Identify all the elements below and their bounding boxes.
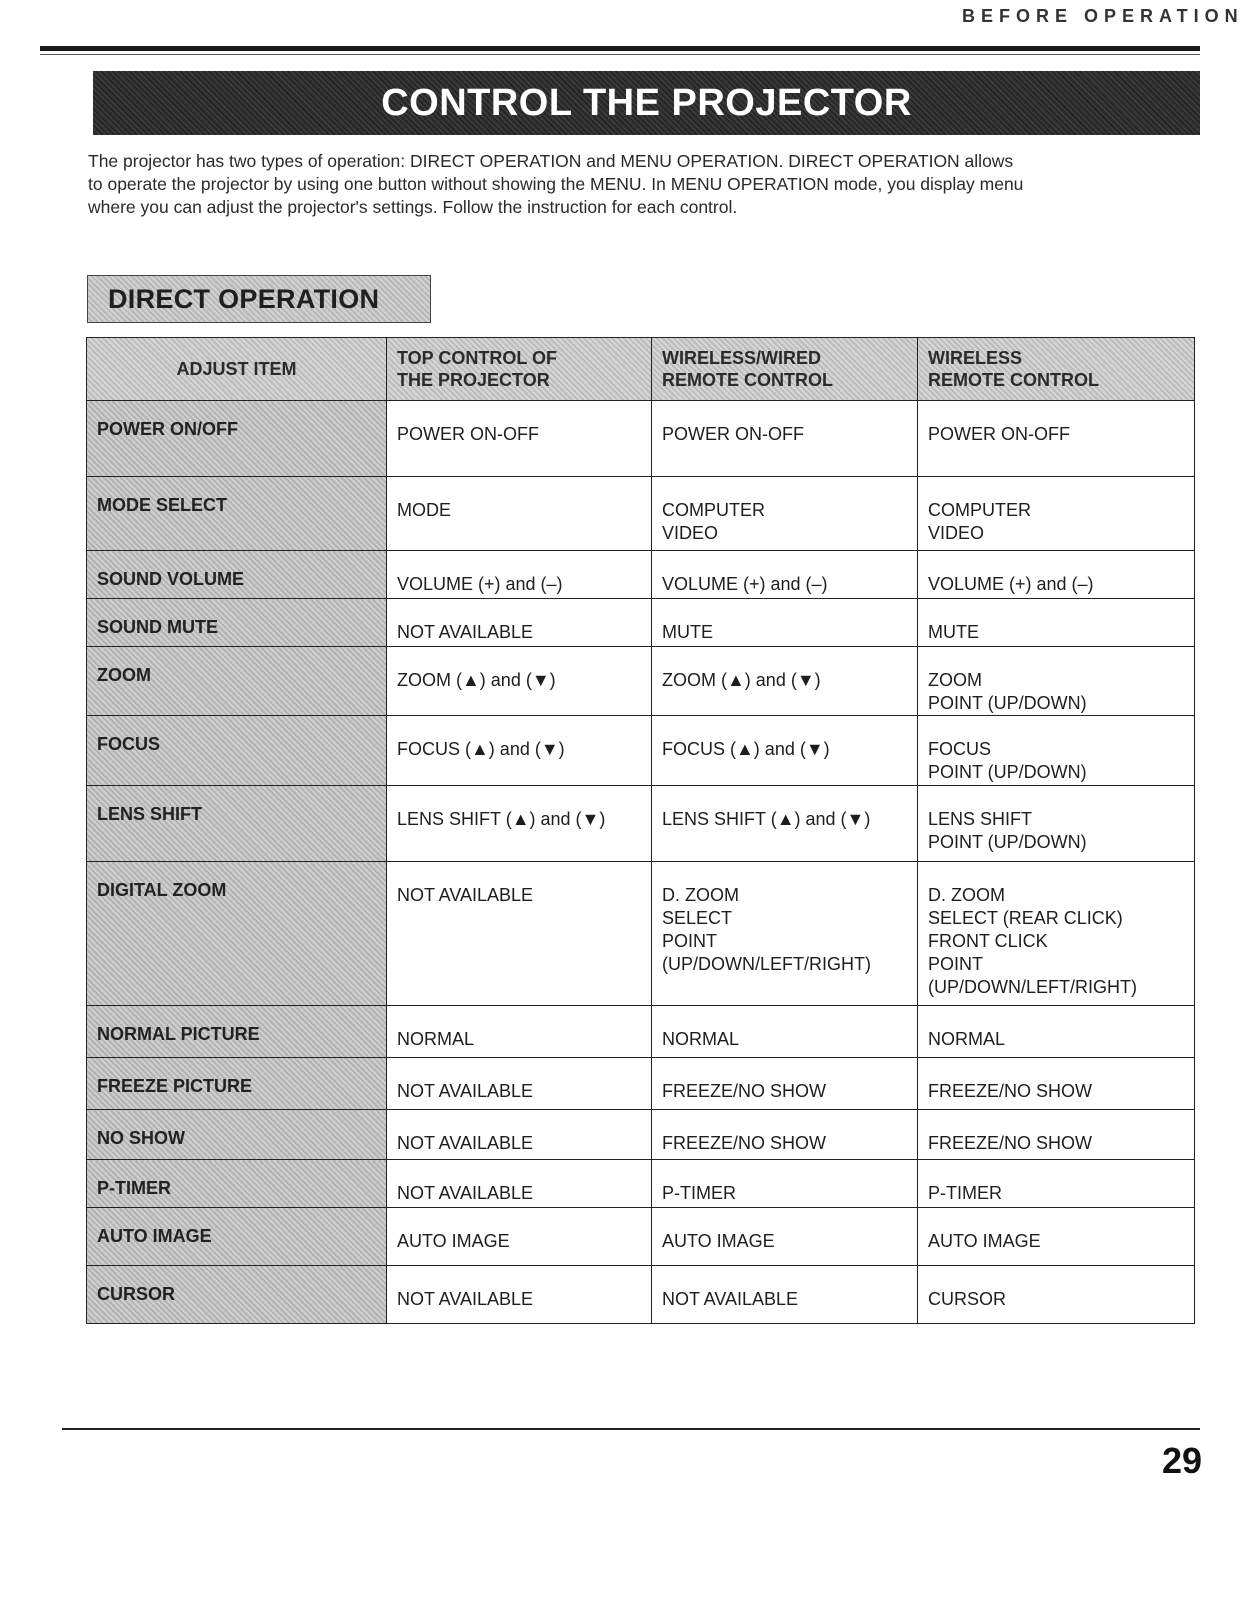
cell-line: ZOOM (▲) and (▼) [662, 670, 821, 690]
wired-remote-cell [652, 786, 918, 862]
cell-line: NORMAL [928, 1029, 1006, 1049]
cell-line: VIDEO [928, 523, 985, 543]
wireless-remote-cell [918, 477, 1195, 551]
top-rule [40, 46, 1200, 51]
wired-remote-cell [652, 862, 918, 1006]
cell-line: ZOOM (▲) and (▼) [397, 670, 556, 690]
adjust-item-cell: NORMAL PICTURE [87, 1006, 387, 1058]
table-row [87, 477, 1195, 551]
wired-remote-cell [652, 1110, 918, 1160]
cell-line: NOT AVAILABLE [662, 1289, 799, 1309]
cell-line: POWER ON-OFF [662, 424, 804, 444]
top-control-cell [387, 1208, 652, 1266]
table-row [87, 1266, 1195, 1324]
cell-line: D. ZOOM [928, 885, 1005, 905]
wireless-remote-cell [918, 551, 1195, 599]
column-header [87, 338, 387, 401]
wireless-remote-cell [918, 1208, 1195, 1266]
wireless-remote-cell [918, 1058, 1195, 1110]
table-row [87, 1110, 1195, 1160]
table-row [87, 1058, 1195, 1110]
wireless-remote-cell [918, 1160, 1195, 1208]
cell-line: COMPUTER [928, 500, 1031, 520]
column-header-line: TOP CONTROL OF [397, 348, 558, 368]
section-heading: DIRECT OPERATION [108, 283, 380, 314]
cell-line: POINT (UP/DOWN) [928, 832, 1087, 852]
cell-line: NORMAL [397, 1029, 475, 1049]
top-control-cell [387, 1160, 652, 1208]
wired-remote-cell [652, 716, 918, 786]
wired-remote-cell [652, 1266, 918, 1324]
top-control-cell [387, 786, 652, 862]
table-body [87, 401, 1195, 1324]
cell-line: P-TIMER [928, 1183, 1002, 1203]
cell-line: NOT AVAILABLE [397, 1081, 534, 1101]
direct-operation-table [86, 337, 1195, 1324]
column-header-line: WIRELESS/WIRED [662, 348, 822, 368]
adjust-item-cell: AUTO IMAGE [87, 1208, 387, 1266]
table-row [87, 551, 1195, 599]
cell-line: NOT AVAILABLE [397, 1289, 534, 1309]
column-header [387, 338, 652, 401]
wireless-remote-cell [918, 1006, 1195, 1058]
column-header-line: WIRELESS [928, 348, 1023, 368]
cell-line: MUTE [662, 622, 713, 642]
top-control-cell [387, 1110, 652, 1160]
adjust-item-cell: POWER ON/OFF [87, 401, 387, 477]
wireless-remote-cell [918, 862, 1195, 1006]
adjust-item-cell: P-TIMER [87, 1160, 387, 1208]
cell-line: FOCUS [928, 739, 991, 759]
adjust-item-cell: FREEZE PICTURE [87, 1058, 387, 1110]
running-head: BEFORE OPERATION [962, 6, 1244, 26]
wired-remote-cell [652, 647, 918, 716]
table-row [87, 862, 1195, 1006]
top-control-cell [387, 716, 652, 786]
page-number: 29 [1162, 1440, 1203, 1481]
cell-line: FRONT CLICK [928, 931, 1048, 951]
cell-line: NOT AVAILABLE [397, 1183, 534, 1203]
adjust-item-cell: LENS SHIFT [87, 786, 387, 862]
cell-line: VIDEO [662, 523, 719, 543]
intro-line: where you can adjust the projector's settings. Follow the instruction for each control. [88, 197, 738, 217]
wired-remote-cell [652, 1208, 918, 1266]
cell-line: (UP/DOWN/LEFT/RIGHT) [662, 954, 871, 974]
cell-line: LENS SHIFT (▲) and (▼) [662, 809, 871, 829]
cell-line: SELECT (REAR CLICK) [928, 908, 1123, 928]
cell-line: FREEZE/NO SHOW [928, 1133, 1093, 1153]
cell-line: VOLUME (+) and (–) [662, 574, 828, 594]
column-header-line: THE PROJECTOR [397, 370, 550, 390]
cell-line: POINT [928, 954, 984, 974]
column-header-line: REMOTE CONTROL [928, 370, 1099, 390]
cell-line: FREEZE/NO SHOW [662, 1081, 827, 1101]
adjust-item-cell: DIGITAL ZOOM [87, 862, 387, 1006]
table-row [87, 401, 1195, 477]
top-control-cell [387, 862, 652, 1006]
top-rule-thin [40, 54, 1200, 55]
column-header-line: ADJUST ITEM [176, 359, 297, 379]
top-control-cell [387, 1006, 652, 1058]
cell-line: P-TIMER [662, 1183, 736, 1203]
adjust-item-cell: SOUND VOLUME [87, 551, 387, 599]
cell-line: NOT AVAILABLE [397, 885, 534, 905]
adjust-item-cell: NO SHOW [87, 1110, 387, 1160]
table-row [87, 786, 1195, 862]
top-control-cell [387, 551, 652, 599]
cell-line: MODE [397, 500, 451, 520]
wireless-remote-cell [918, 1110, 1195, 1160]
wired-remote-cell [652, 1058, 918, 1110]
table-row [87, 599, 1195, 647]
cell-line: POINT [662, 931, 718, 951]
cell-line: MUTE [928, 622, 979, 642]
table-row [87, 1160, 1195, 1208]
intro-line: The projector has two types of operation: DIRECT OPERATION and MENU OPERATION. DIRECT OPERATION allows [88, 151, 1014, 171]
cell-line: NOT AVAILABLE [397, 1133, 534, 1153]
wired-remote-cell [652, 599, 918, 647]
top-control-cell [387, 401, 652, 477]
table-row [87, 1006, 1195, 1058]
cell-line: AUTO IMAGE [662, 1231, 775, 1251]
top-control-cell [387, 599, 652, 647]
cell-line: FOCUS (▲) and (▼) [397, 739, 565, 759]
cell-line: NORMAL [662, 1029, 740, 1049]
cell-line: LENS SHIFT (▲) and (▼) [397, 809, 606, 829]
top-control-cell [387, 1266, 652, 1324]
wired-remote-cell [652, 401, 918, 477]
wired-remote-cell [652, 477, 918, 551]
cell-line: AUTO IMAGE [397, 1231, 510, 1251]
top-control-cell [387, 647, 652, 716]
cell-line: FOCUS (▲) and (▼) [662, 739, 830, 759]
cell-line: COMPUTER [662, 500, 765, 520]
wireless-remote-cell [918, 599, 1195, 647]
table-row [87, 1208, 1195, 1266]
footer-rule [62, 1428, 1200, 1430]
cell-line: SELECT [662, 908, 733, 928]
wireless-remote-cell [918, 401, 1195, 477]
cell-line: LENS SHIFT [928, 809, 1033, 829]
table-header-row [87, 338, 1195, 401]
cell-line: ZOOM [928, 670, 982, 690]
wired-remote-cell [652, 1006, 918, 1058]
column-header-line: REMOTE CONTROL [662, 370, 833, 390]
title-banner [93, 71, 1200, 135]
table-row [87, 647, 1195, 716]
cell-line: FREEZE/NO SHOW [928, 1081, 1093, 1101]
section-heading-box [87, 275, 431, 323]
cell-line: VOLUME (+) and (–) [397, 574, 563, 594]
table-row [87, 716, 1195, 786]
adjust-item-cell: SOUND MUTE [87, 599, 387, 647]
cell-line: FREEZE/NO SHOW [662, 1133, 827, 1153]
intro-line: to operate the projector by using one button without showing the MENU. In MENU OPERATION mode, you display menu [88, 174, 1024, 194]
adjust-item-cell: MODE SELECT [87, 477, 387, 551]
page-title: CONTROL THE PROJECTOR [381, 81, 912, 124]
wireless-remote-cell [918, 716, 1195, 786]
top-control-cell [387, 1058, 652, 1110]
cell-line: POINT (UP/DOWN) [928, 693, 1087, 713]
cell-line: D. ZOOM [662, 885, 739, 905]
adjust-item-cell: FOCUS [87, 716, 387, 786]
cell-line: NOT AVAILABLE [397, 622, 534, 642]
cell-line: (UP/DOWN/LEFT/RIGHT) [928, 977, 1137, 997]
wireless-remote-cell [918, 647, 1195, 716]
wired-remote-cell [652, 1160, 918, 1208]
cell-line: POINT (UP/DOWN) [928, 762, 1087, 782]
wireless-remote-cell [918, 1266, 1195, 1324]
column-header [652, 338, 918, 401]
column-header [918, 338, 1195, 401]
wireless-remote-cell [918, 786, 1195, 862]
cell-line: VOLUME (+) and (–) [928, 574, 1094, 594]
intro-paragraph [88, 150, 1200, 219]
adjust-item-cell: CURSOR [87, 1266, 387, 1324]
top-control-cell [387, 477, 652, 551]
cell-line: POWER ON-OFF [397, 424, 539, 444]
adjust-item-cell: ZOOM [87, 647, 387, 716]
cell-line: CURSOR [928, 1289, 1007, 1309]
wired-remote-cell [652, 551, 918, 599]
cell-line: POWER ON-OFF [928, 424, 1070, 444]
cell-line: AUTO IMAGE [928, 1231, 1041, 1251]
